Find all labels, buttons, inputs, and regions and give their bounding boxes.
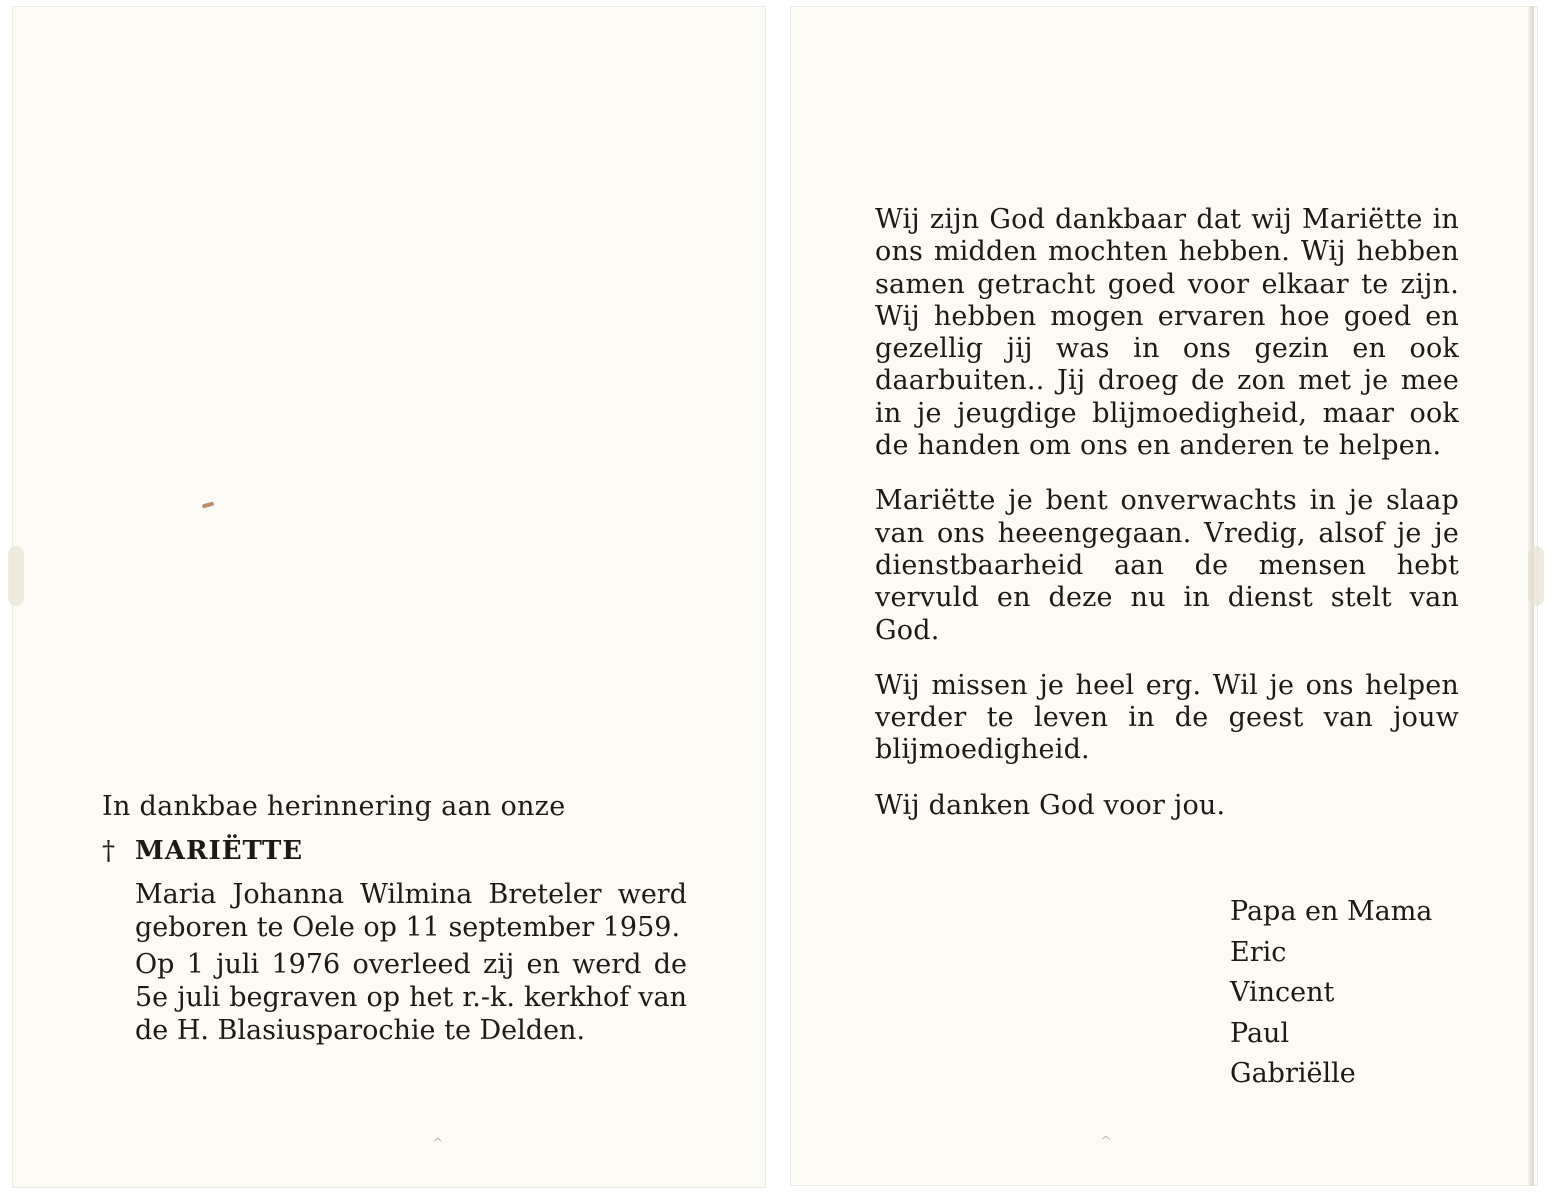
message-paragraph: Wij zijn God dankbaar dat wij Mariëtte in ons midden mochten hebben. Wij hebben samen getracht goed voor elkaar te zijn. Wij hebben mogen ervaren hoe goed en gezellig jij was in ons gezin en ook daarbuiten.. Jij droeg de zon met je mee in je jeugdige blijmoedigheid, maar ook de handen om ons en anderen te helpen.	[875, 204, 1459, 462]
cross-icon: †	[102, 836, 115, 866]
memorial-text-block	[102, 790, 702, 1051]
message-paragraph: Wij missen je heel erg. Wil je ons helpen verder te leven in de geest van jouw blijmoedigheid.	[875, 669, 1459, 766]
name-line	[102, 835, 702, 868]
signature-sibling: Gabriëlle	[1230, 1058, 1356, 1089]
signature-sibling: Vincent	[1230, 977, 1335, 1008]
signatures	[1230, 892, 1462, 1095]
paper-mark: ^	[432, 1136, 444, 1152]
biography	[135, 878, 687, 1047]
intro-line: In dankbae herinnering aan onze	[102, 791, 566, 822]
signature-parents: Papa en Mama	[1230, 896, 1433, 927]
signature-sibling: Paul	[1230, 1017, 1290, 1049]
paper-stain	[202, 502, 215, 509]
signature-sibling: Eric	[1230, 936, 1287, 968]
deceased-name: MARIËTTE	[135, 836, 304, 866]
card-notch	[1528, 546, 1544, 606]
message-paragraph: Mariëtte je bent onverwachts in je slaap van ons heeengegaan. Vredig, alsof je je dienstbaarheid aan de mensen hebt vervuld en deze nu in dienst stelt van God.	[875, 485, 1459, 646]
paper-mark: ^	[1100, 1134, 1112, 1150]
card-notch	[8, 546, 24, 606]
birth-info: Maria Johanna Wilmina Breteler werd geboren te Oele op 11 september 1959.	[135, 879, 687, 943]
closing-line: Wij danken God voor jou.	[875, 789, 1226, 821]
message-text-block	[875, 204, 1459, 845]
death-info: Op 1 juli 1976 overleed zij en werd de 5e juli begraven op het r.-k. kerkhof van de H. Blasiusparochie te Delden.	[135, 949, 687, 1046]
